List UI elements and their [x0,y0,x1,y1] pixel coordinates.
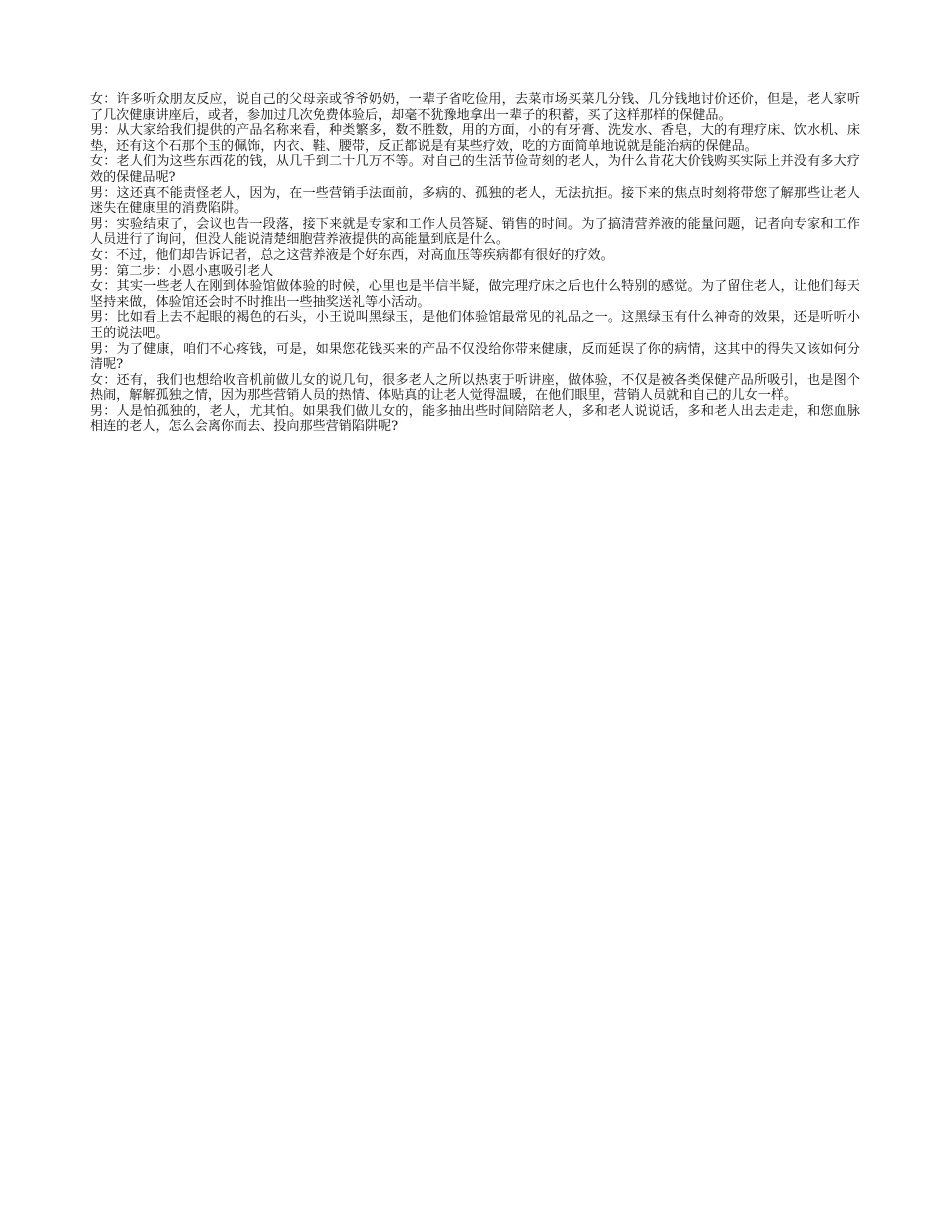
paragraph: 女：还有，我们也想给收音机前做儿女的说几句，很多老人之所以热衷于听讲座，做体验，不仅是被各类保健产品所吸引，也是图个热闹，解解孤独之情，因为那些营销人员的热情、体贴真的让老人觉得温暖，在他们眼里，营销人员就和自己的儿女一样。 [90,372,860,404]
paragraph: 女：老人们为这些东西花的钱，从几千到二十几万不等。对自己的生活节俭苛刻的老人，为什么肯花大价钱购买实际上并没有多大疗效的保健品呢? [90,154,860,185]
paragraph: 男：人是怕孤独的，老人，尤其怕。如果我们做儿女的，能多抽出些时间陪陪老人，多和老人说说话，多和老人出去走走，和您血脉相连的老人，怎么会离你而去、投向那些营销陷阱呢? [90,403,860,435]
paragraph: 男：为了健康，咱们不心疼钱，可是，如果您花钱买来的产品不仅没给你带来健康，反而延误了你的病情，这其中的得失又该如何分清呢? [90,341,860,373]
paragraph: 男：第二步：小恩小惠吸引老人 [90,263,274,279]
paragraph: 女：许多听众朋友反应，说自己的父母亲或爷爷奶奶，一辈子省吃俭用，去菜市场买菜几分钱、几分钱地讨价还价，但是，老人家听了几次健康讲座后，或者，参加过几次免费体验后，却毫不犹豫地拿出一辈子的积蓄，买了这样那样的保健品。 [90,92,860,123]
paragraph: 男：实验结束了，会议也告一段落，接下来就是专家和工作人员答疑、销售的时间。为了搞清营养液的能量问题，记者向专家和工作人员进行了询问，但没人能说清楚细胞营养液提供的高能量到底是什么。 [90,216,860,248]
document-body [90,92,860,435]
paragraph: 男：比如看上去不起眼的褐色的石头，小王说叫黑绿玉，是他们体验馆最常见的礼品之一。这黑绿玉有什么神奇的效果，还是听听小王的说法吧。 [90,310,860,341]
paragraph: 女：不过，他们却告诉记者，总之这营养液是个好东西，对高血压等疾病都有很好的疗效。 [90,247,614,263]
paragraph: 男：从大家给我们提供的产品名称来看，种类繁多，数不胜数，用的方面，小的有牙膏、洗发水、香皂，大的有理疗床、饮水机、床垫，还有这个石那个玉的佩饰，内衣、鞋、腰带，反正都说是有某些疗效，吃的方面简单地说就是能治病的保健品。 [90,123,860,154]
paragraph: 男：这还真不能责怪老人，因为，在一些营销手法面前，多病的、孤独的老人，无法抗拒。接下来的焦点时刻将带您了解那些让老人迷失在健康里的消费陷阱。 [90,185,860,217]
paragraph: 女：其实一些老人在刚到体验馆做体验的时候，心里也是半信半疑，做完理疗床之后也什么特别的感觉。为了留住老人，让他们每天坚持来做，体验馆还会时不时推出一些抽奖送礼等小活动。 [90,279,860,310]
